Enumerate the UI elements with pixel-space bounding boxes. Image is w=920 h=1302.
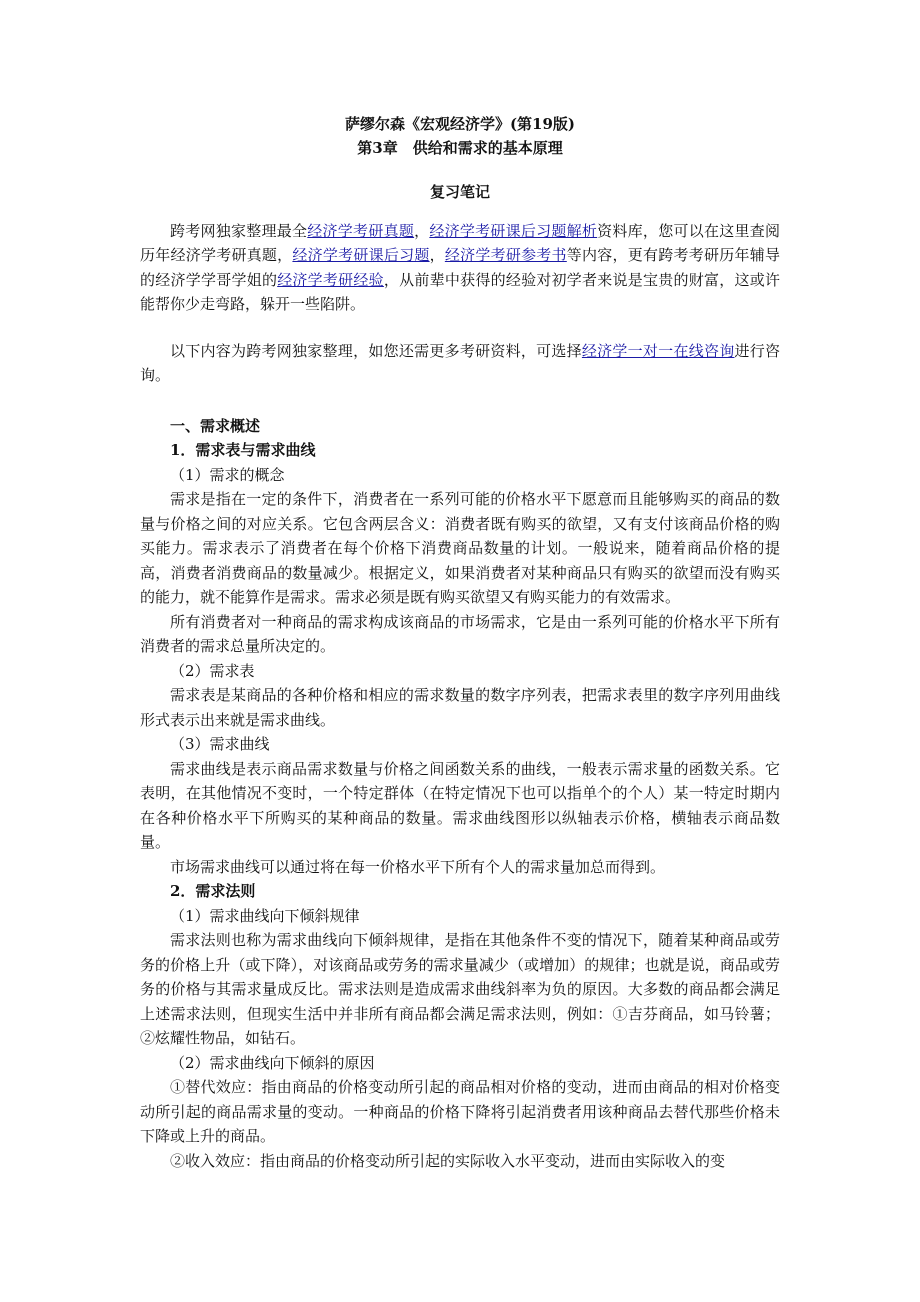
heading-section1: 一、需求概述: [170, 416, 261, 435]
paragraph: 市场需求曲线可以通过将在每一价格水平下所有个人的需求量加总而得到。: [170, 857, 666, 876]
link-kehou[interactable]: 经济学考研课后习题: [292, 246, 430, 264]
consult-paragraph: 以下内容为跨考网独家整理，如您还需更多考研资料，可选择经济学一对一在线咨询进行咨询。: [140, 341, 780, 384]
heading-2: 2．需求法则: [170, 882, 256, 900]
subheading-1-3: （3）需求曲线: [170, 735, 270, 753]
link-jiexi[interactable]: 经济学考研课后习题解析: [429, 221, 598, 240]
paragraph: 需求法则也称为需求曲线向下倾斜规律，是指在其他条件不变的情况下，随着某种商品或劳务的价格上升（或下降），对该商品或劳务的需求量减少（或增加）的规律；也就是说，商品或劳务的价格与其需求量成反比。需求法则是造成需求曲线斜率为负的原因。大多数的商品都会满足上述需求法则，但现实生活中并非所有商品都会满足需求法则，例如：①吉芬商品，如马铃薯；②炫耀性物品，如钻石。: [140, 931, 780, 1047]
subheading-2-1: （1）需求曲线向下倾斜规律: [170, 906, 360, 925]
paragraph: 需求表是某商品的各种价格和相应的需求数量的数字序列表，把需求表里的数字序列用曲线形式表示出来就是需求曲线。: [140, 686, 780, 729]
link-zhenti[interactable]: 经济学考研真题: [307, 221, 415, 240]
subheading-1-1: （1）需求的概念: [170, 465, 285, 484]
section-title: 复习笔记: [429, 183, 490, 201]
document-page: [140, 112, 780, 1173]
heading-1: 1．需求表与需求曲线: [170, 441, 316, 459]
link-cankao[interactable]: 经济学考研参考书: [444, 246, 567, 264]
intro-paragraph: 跨考网独家整理最全经济学考研真题，经济学考研课后习题解析资料库，您可以在这里查阅历年经济学考研真题，经济学考研课后习题，经济学考研参考书等内容，更有跨考考研历年辅导的经济学学哥学姐的经济学考研经验，从前辈中获得的经验对初学者来说是宝贵的财富，这或许能帮你少走弯路，躲开一些陷阱。: [140, 221, 780, 313]
paragraph: ②收入效应：指由商品的价格变动所引起的实际收入水平变动，进而由实际收入的变: [170, 1151, 726, 1170]
paragraph: 需求曲线是表示商品需求数量与价格之间函数关系的曲线，一般表示需求量的函数关系。它表明，在其他情况不变时，一个特定群体（在特定情况下也可以指单个的个人）某一特定时期内在各种价格水平下所购买的某种商品的数量。需求曲线图形以纵轴表示价格，横轴表示商品数量。: [140, 759, 780, 851]
book-title: 萨缪尔森《宏观经济学》(第19版): [344, 115, 576, 133]
link-zixun[interactable]: 经济学一对一在线咨询: [581, 341, 735, 360]
subheading-2-2: （2）需求曲线向下倾斜的原因: [170, 1053, 375, 1072]
subheading-1-2: （2）需求表: [170, 661, 255, 680]
paragraph: 所有消费者对一种商品的需求构成该商品的市场需求，它是由一系列可能的价格水平下所有消费者的需求总量所决定的。: [140, 612, 780, 655]
chapter-title: 第3章 供给和需求的基本原理: [357, 139, 563, 157]
paragraph: ①替代效应：指由商品的价格变动所引起的商品相对价格的变动，进而由商品的相对价格变动所引起的商品需求量的变动。一种商品的价格下降将引起消费者用该种商品去替代那些价格未下降或上升的商品。: [140, 1078, 780, 1145]
link-jingyan[interactable]: 经济学考研经验: [277, 270, 384, 289]
paragraph: 需求是指在一定的条件下，消费者在一系列可能的价格水平下愿意而且能够购买的商品的数量与价格之间的对应关系。它包含两层含义：消费者既有购买的欲望，又有支付该商品价格的购买能力。需求表示了消费者在每个价格下消费商品数量的计划。一般说来，随着商品价格的提高，消费者消费商品的数量减少。根据定义，如果消费者对某种商品只有购买的欲望而没有购买的能力，就不能算作是需求。需求必须是既有购买欲望又有购买能力的有效需求。: [140, 490, 780, 606]
